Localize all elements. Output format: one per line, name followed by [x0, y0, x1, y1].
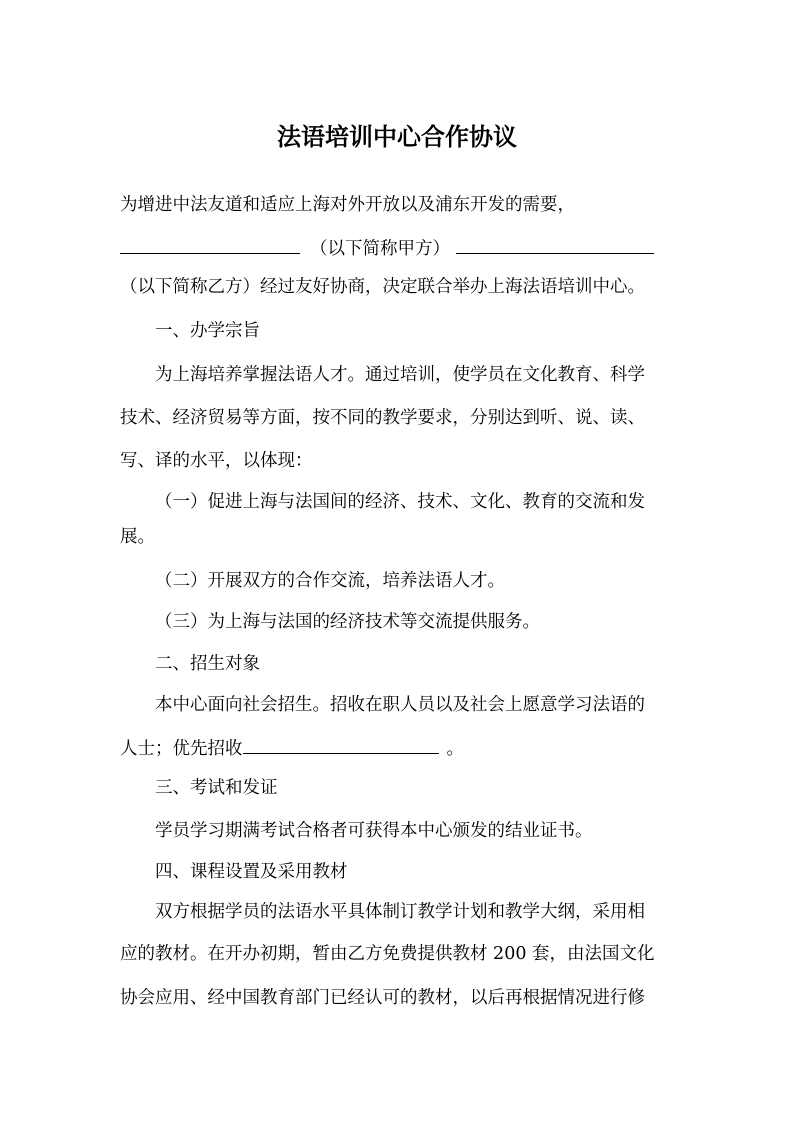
- document-title: 法语培训中心合作协议: [277, 122, 517, 151]
- section-1-para-line-1: 为上海培养掌握法语人才。通过培训，使学员在文化教育、科学: [155, 365, 645, 385]
- section-1-heading: 一、办学宗旨: [155, 321, 260, 341]
- party-a-blank: [120, 233, 300, 254]
- section-2-line-2-prefix: 人士；优先招收: [120, 739, 243, 759]
- section-3-para: 学员学习期满考试合格者可获得本中心颁发的结业证书。: [155, 821, 593, 841]
- preamble-line-3: （以下简称乙方）经过友好协商，决定联合举办上海法语培训中心。: [120, 277, 645, 297]
- section-2-para-line-1: 本中心面向社会招生。招收在职人员以及社会上愿意学习法语的: [155, 695, 645, 715]
- section-4-para-line-1: 双方根据学员的法语水平具体制订教学计划和教学大纲，采用相: [155, 902, 645, 922]
- preamble-line-1: 为增进中法友道和适应上海对外开放以及浦东开发的需要，: [120, 195, 575, 215]
- section-4-heading: 四、课程设置及采用教材: [155, 862, 348, 882]
- section-1-item-2: （二）开展双方的合作交流，培养法语人才。: [155, 571, 505, 591]
- section-4-para-line-2: 应的教材。在开办初期，暂由乙方免费提供教材 200 套，由法国文化: [120, 944, 655, 964]
- section-1-item-3: （三）为上海与法国的经济技术等交流提供服务。: [155, 612, 540, 632]
- section-1-item-1-line-1: （一）促进上海与法国间的经济、技术、文化、教育的交流和发: [155, 492, 645, 512]
- priority-enrollment-blank: [243, 733, 439, 754]
- section-2-para-line-2: [120, 733, 700, 762]
- section-3-heading: 三、考试和发证: [155, 778, 278, 798]
- preamble-line-2: [120, 233, 700, 262]
- section-2-line-2-suffix: 。: [446, 739, 464, 759]
- section-1-para-line-2: 技术、经济贸易等方面，按不同的教学要求，分别达到听、说、读、: [120, 408, 645, 428]
- section-4-para-line-3: 协会应用、经中国教育部门已经认可的教材，以后再根据情况进行修: [120, 988, 645, 1008]
- party-b-blank: [456, 233, 654, 254]
- section-1-para-line-3: 写、译的水平，以体现：: [120, 451, 313, 471]
- party-a-label: （以下简称甲方）: [310, 239, 450, 259]
- section-1-item-1-line-2: 展。: [120, 527, 155, 547]
- section-2-heading: 二、招生对象: [155, 654, 260, 674]
